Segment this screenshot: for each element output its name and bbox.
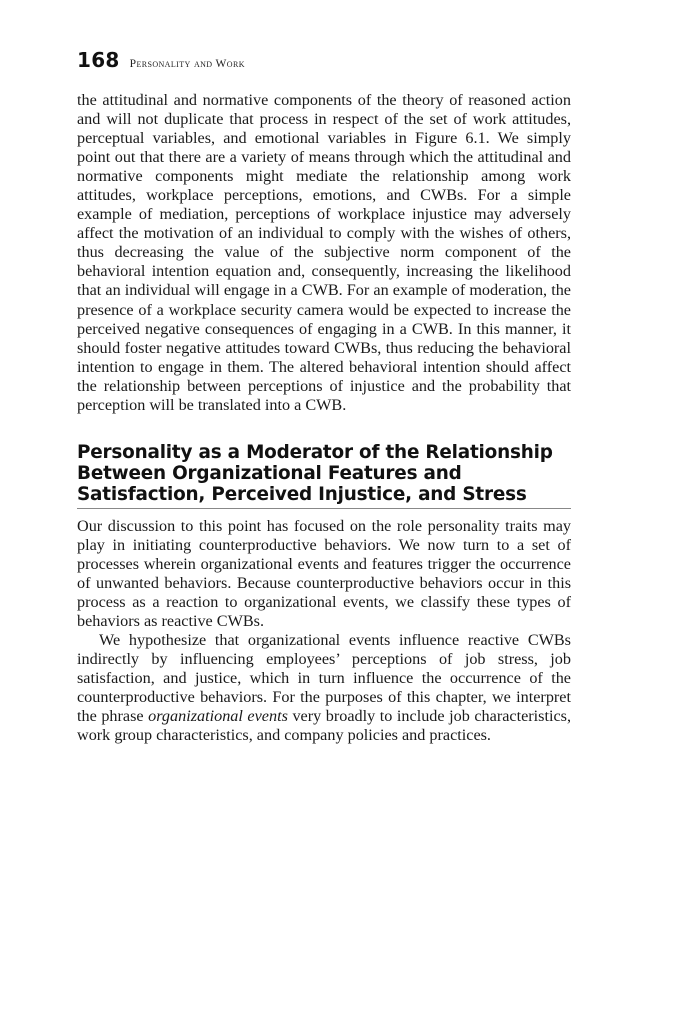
running-head: [77, 48, 571, 72]
body-paragraph: the attitudinal and normative components of the theory of reasoned action and will not duplicate that process in respect of the set of work attitudes, perceptual variables, and emotional variables in Figure 6.1. We simply point out that there are a variety of means through which the attitudinal and normative components might mediate the relationship among work attitudes, workplace perceptions, emotions, and CWBs. For a simple example of mediation, perceptions of workplace injustice may adversely affect the motivation of an individual to comply with the wishes of others, thus decreasing the value of the subjective norm component of the behavioral intention equation and, consequently, increasing the likelihood that an individual will engage in a CWB. For an example of moderation, the presence of a workplace security camera would be expected to increase the perceived negative consequences of engaging in a CWB. In this manner, it should foster negative attitudes toward CWBs, thus reducing the behavioral intention to engage in them. The altered behavioral intention should affect the relationship between perceptions of injustice and the probability that perception will be translated into a CWB.: [77, 91, 571, 414]
running-title: Personality and Work: [129, 58, 245, 70]
book-page: [77, 48, 571, 745]
section-heading: Personality as a Moderator of the Relationship Between Organizational Features and Satisfaction, Perceived Injustice, and Stress: [77, 442, 571, 509]
paragraph-text: We hypothesize that organizational events influence reactive CWBs indirectly by influencing employees’ perceptions of job stress, job satisfaction, and justice, which in turn influence the occurrence of the counterproductive behaviors. For the purposes of this chapter, we interpret the phrase: [77, 631, 571, 726]
emphasized-term: organizational events: [148, 707, 288, 726]
body-paragraph: [77, 631, 571, 745]
section-body: [77, 517, 571, 746]
body-paragraph: Our discussion to this point has focused on the role personality traits may play in initiating counterproductive behaviors. We now turn to a set of processes wherein organizational events and features trigger the occurrence of unwanted behaviors. Because counterproductive behaviors occur in this process as a reaction to organizational events, we classify these types of behaviors as reactive CWBs.: [77, 516, 571, 631]
page-number: 168: [77, 48, 120, 72]
paragraph-text: very broadly to include job characteristics, work group characteristics, and company policies and practices.: [77, 707, 571, 745]
